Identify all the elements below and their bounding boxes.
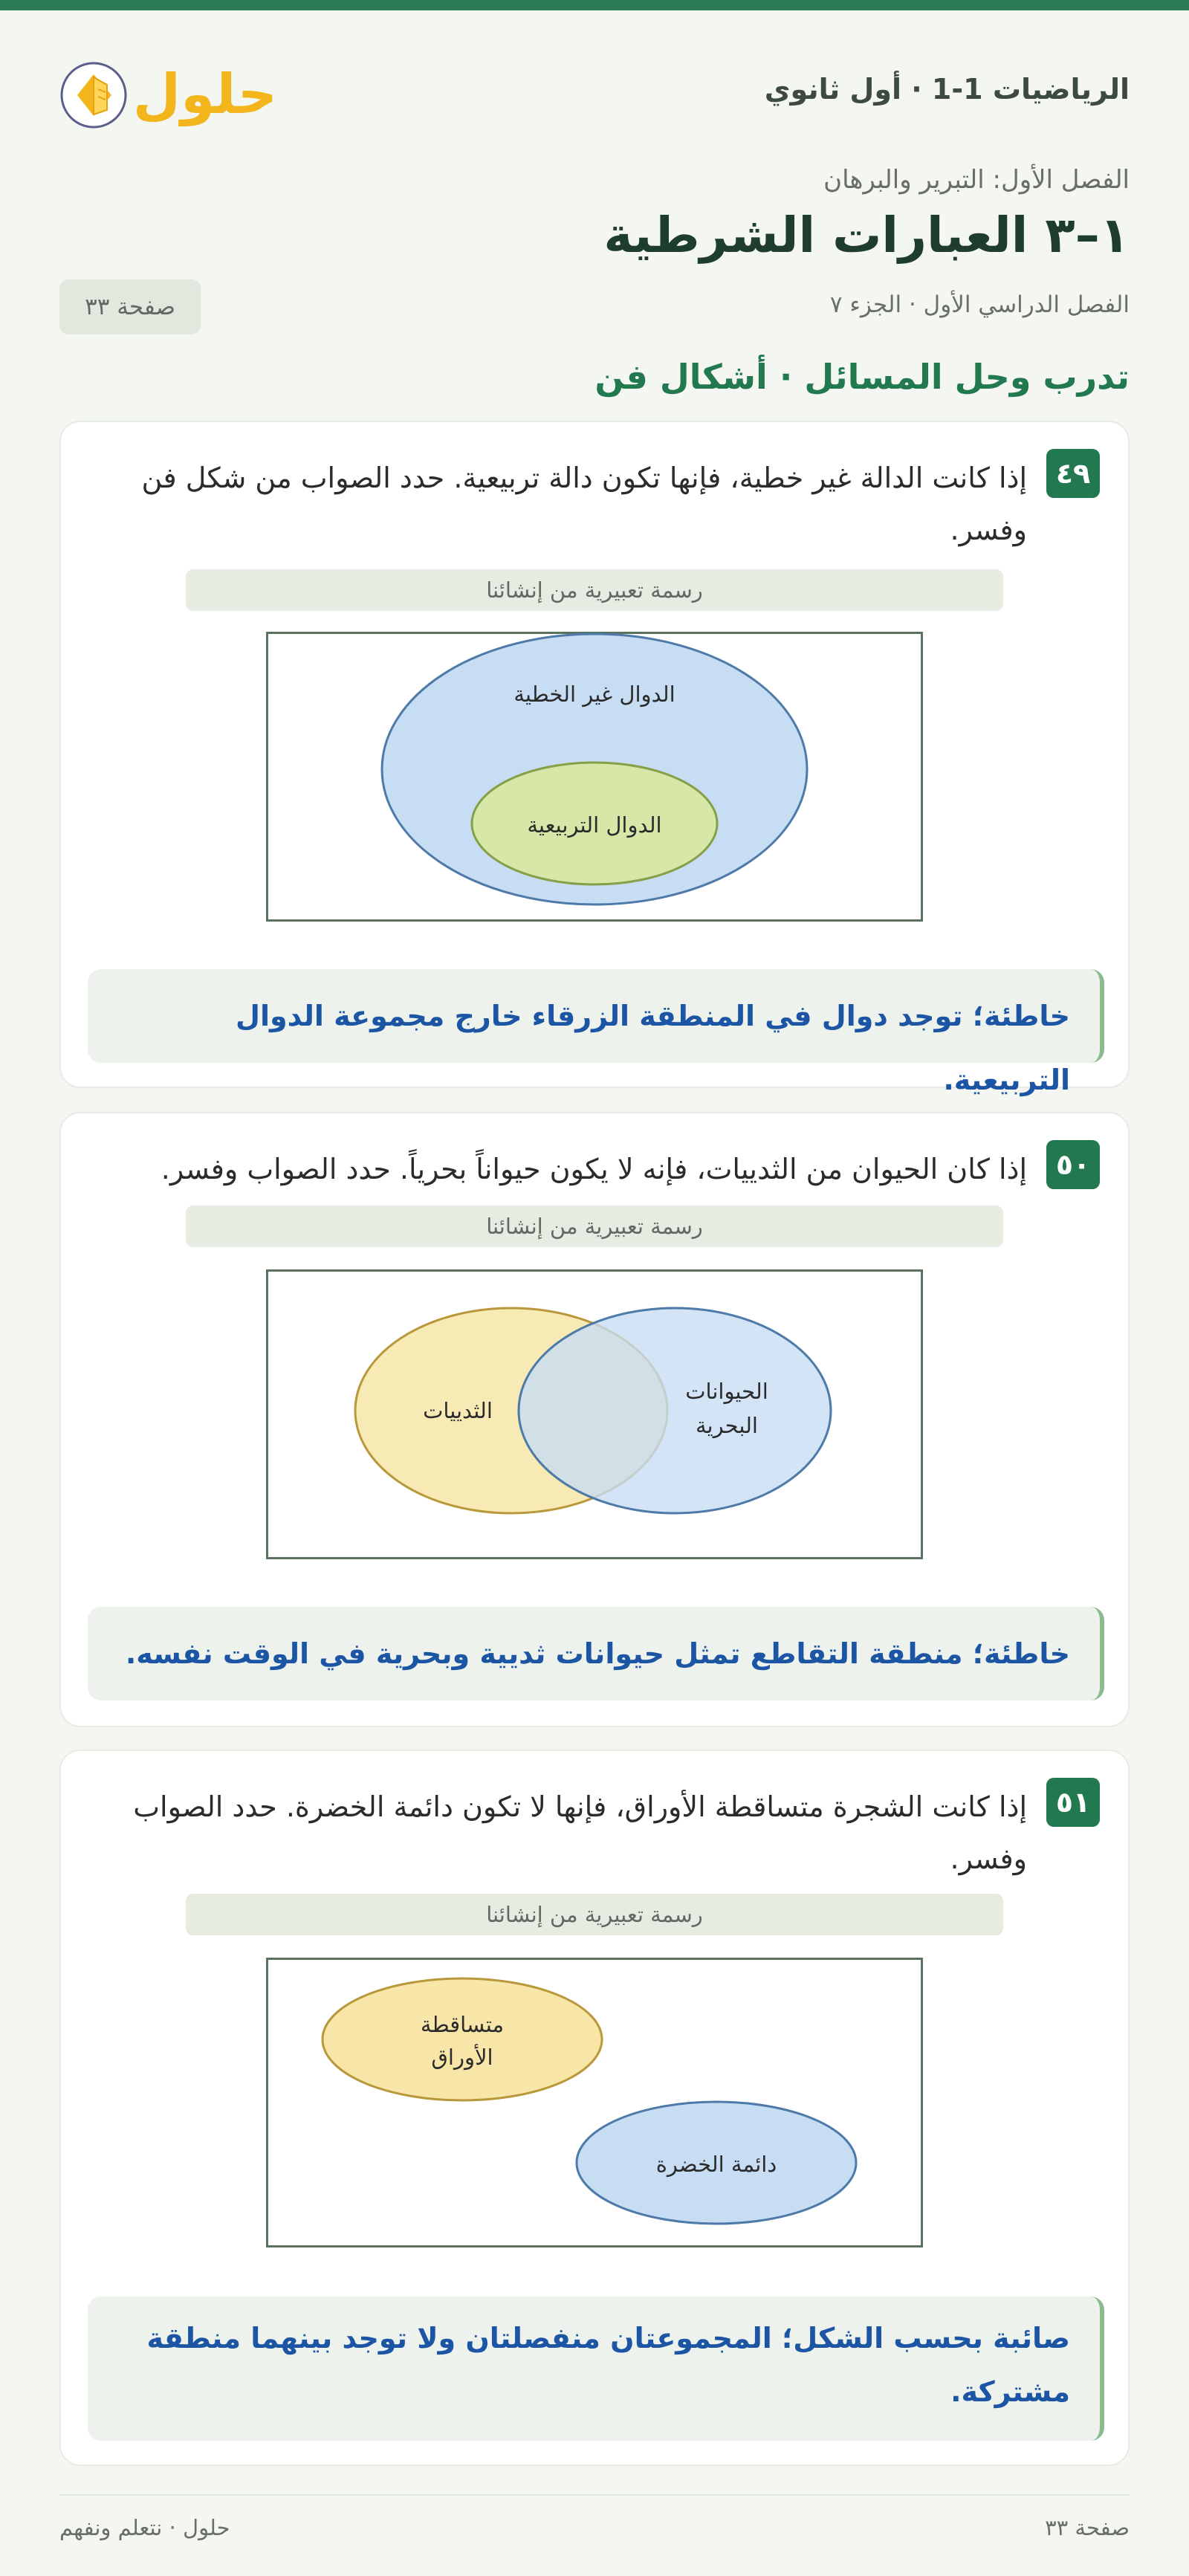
inner-set-label: الدوال التربيعية [527,812,662,838]
diagram-label: رسمة تعبيرية من إنشائنا [186,1206,1003,1247]
venn-diagram [266,1958,923,2247]
top-accent-bar [0,0,1189,10]
set-a-label: الثدييات [423,1398,493,1423]
answer-box: خاطئة؛ توجد دوال في المنطقة الزرقاء خارج مجموعة الدوال التربيعية. [88,969,1104,1063]
brand-logo[interactable] [59,48,275,137]
section-title: تدرب وحل المسائل · أشكال فن [594,357,1130,397]
question-number: ٥٠ [1046,1140,1100,1189]
question-number: ٤٩ [1046,449,1100,498]
page-badge: صفحة ٣٣ [59,279,201,334]
logo-text: حلول [132,62,275,126]
set-a-label-line2: الأوراق [431,2045,493,2070]
set-b-label: دائمة الخضرة [655,2152,777,2177]
set-b-label-line2: البحرية [696,1413,758,1438]
lesson-title: ١–٣ العبارات الشرطية [603,207,1130,264]
semester-line: الفصل الدراسي الأول · الجزء ٧ [829,291,1130,318]
chapter-line: الفصل الأول: التبرير والبرهان [823,165,1130,195]
answer-box: صائبة بحسب الشكل؛ المجموعتان منفصلتان ولا توجد بينهما منطقة مشتركة. [88,2297,1104,2441]
question-card-51 [59,1750,1130,2466]
footer-divider [59,2494,1130,2496]
diagram-label: رسمة تعبيرية من إنشائنا [186,1894,1003,1935]
question-card-50 [59,1112,1130,1727]
question-number: ٥١ [1046,1778,1100,1827]
marine-animals-set [519,1308,831,1513]
venn-diagram [266,1269,923,1559]
outer-set-label: الدوال غير الخطية [513,682,676,707]
diagram-label: رسمة تعبيرية من إنشائنا [186,569,1003,611]
footer-brand: حلول · نتعلم ونفهم [59,2515,230,2540]
header-title: الرياضيات 1-1 · أول ثانوي [764,73,1130,106]
footer-page-number: صفحة ٣٣ [1045,2515,1130,2540]
question-card-49 [59,421,1130,1096]
set-a-label-line1: متساقطة [420,2012,505,2037]
deciduous-set [323,1978,602,2100]
question-text: إذا كان الحيوان من الثدييات، فإنه لا يكون حيواناً بحرياً. حدد الصواب وفسر. [161,1153,1027,1185]
page-header [59,48,1130,137]
venn-diagram [266,632,923,922]
question-text: إذا كانت الشجرة متساقطة الأوراق، فإنها لا تكون دائمة الخضرة. حدد الصواب وفسر. [133,1790,1027,1875]
question-text: إذا كانت الدالة غير خطية، فإنها تكون دالة تربيعية. حدد الصواب من شكل فن وفسر. [141,462,1027,546]
answer-box: خاطئة؛ منطقة التقاطع تمثل حيوانات ثديية وبحرية في الوقت نفسه. [88,1607,1104,1700]
set-b-label-line1: الحيوانات [685,1379,768,1404]
